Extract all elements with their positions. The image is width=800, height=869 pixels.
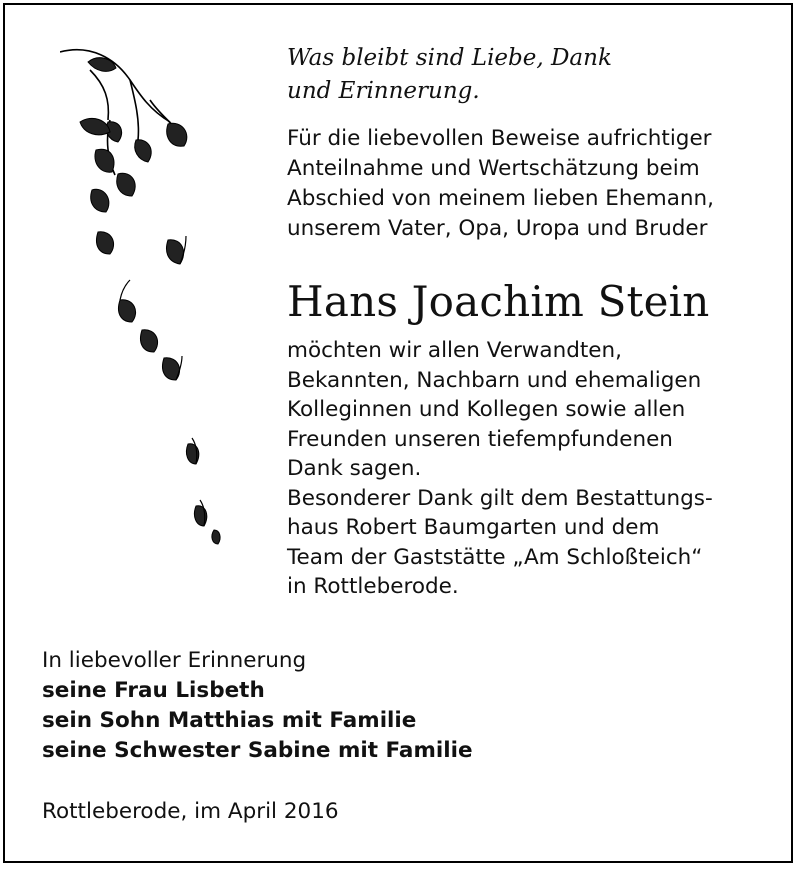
thanks-line: Kolleginnen und Kollegen sowie allen bbox=[287, 397, 686, 422]
thanks-line: haus Robert Baumgarten und dem bbox=[287, 515, 660, 540]
deceased-name: Hans Joachim Stein bbox=[287, 277, 710, 326]
quote-line: und Erinnerung. bbox=[287, 78, 480, 104]
closing-block bbox=[42, 646, 473, 766]
thanks-paragraph bbox=[287, 336, 713, 602]
thanks-line: Bekannten, Nachbarn und ehemaligen bbox=[287, 367, 702, 393]
signer: sein Sohn Matthias mit Familie bbox=[42, 708, 417, 733]
thanks-line: Besonderer Dank gilt dem Bestattungs- bbox=[287, 485, 713, 511]
intro-line: Abschied von meinem lieben Ehemann, bbox=[287, 186, 714, 211]
place-date: Rottleberode, im April 2016 bbox=[42, 799, 339, 824]
thanks-line: möchten wir allen Verwandten, bbox=[287, 338, 622, 363]
thanks-line: Team der Gaststätte „Am Schloßteich“ bbox=[287, 544, 703, 570]
signer: seine Schwester Sabine mit Familie bbox=[42, 738, 473, 763]
falling-leaves-icon bbox=[60, 40, 260, 560]
intro-line: Anteilnahme und Wertschätzung beim bbox=[287, 156, 700, 181]
intro-paragraph bbox=[287, 124, 714, 244]
thanks-line: Freunden unseren tiefempfundenen bbox=[287, 426, 673, 452]
thanks-line: in Rottleberode. bbox=[287, 574, 459, 599]
signer: seine Frau Lisbeth bbox=[42, 678, 265, 703]
closing-intro: In liebevoller Erinnerung bbox=[42, 648, 307, 673]
intro-line: unserem Vater, Opa, Uropa und Bruder bbox=[287, 216, 708, 241]
intro-line: Für die liebevollen Beweise aufrichtiger bbox=[287, 126, 712, 151]
quote bbox=[287, 42, 612, 108]
quote-line: Was bleibt sind Liebe, Dank bbox=[287, 45, 612, 71]
thanks-line: Dank sagen. bbox=[287, 456, 422, 481]
